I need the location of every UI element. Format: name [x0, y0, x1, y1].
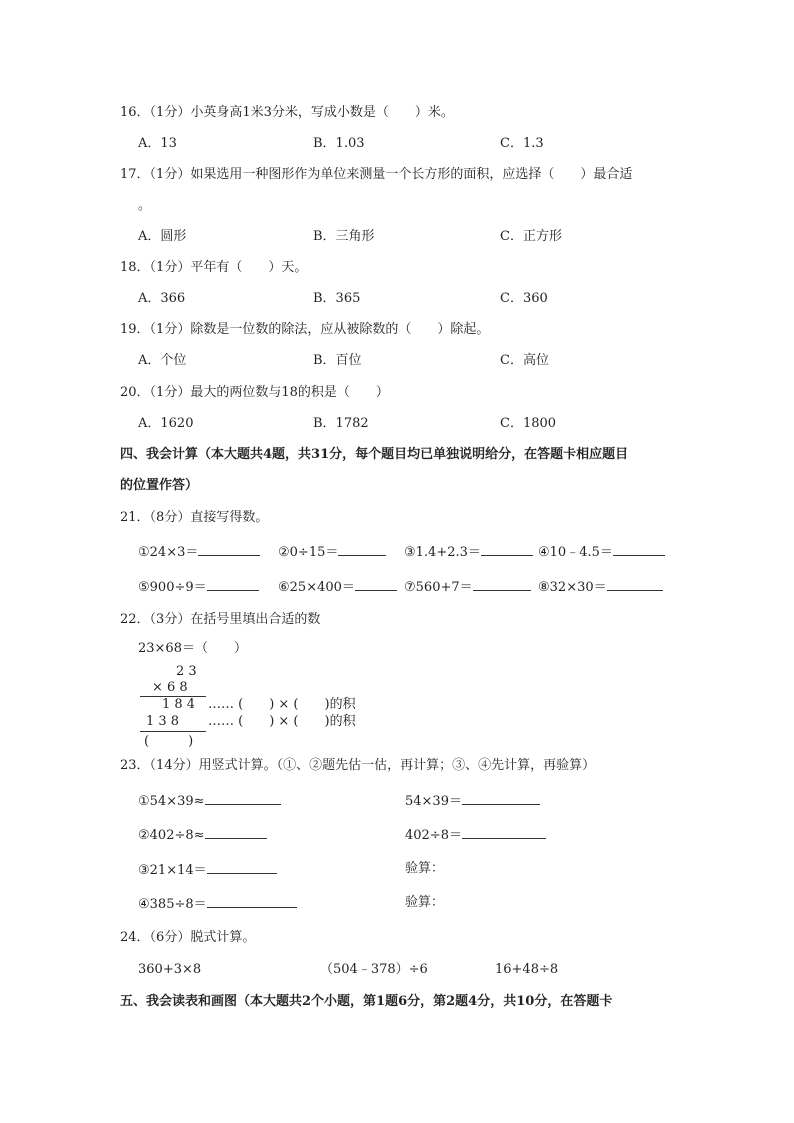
q18-option-a: A．366: [138, 291, 186, 306]
q21-item-4: ④10﹣4.5＝: [538, 543, 665, 561]
q22-multiplicand: 2 3: [176, 664, 197, 679]
q23-right-4: 验算：: [405, 895, 445, 910]
q21-item-1: ①24×3＝: [138, 543, 260, 561]
q17-option-c: C．正方形: [500, 229, 562, 244]
q24-item-1: 360+3×8: [138, 962, 202, 977]
question-19: 19．（1分）除数是一位数的除法，应从被除数的（ ）除起。: [120, 322, 490, 337]
question-20: 20．（1分）最大的两位数与18的积是（ ）: [120, 385, 389, 400]
q23-left-3: ③21×14＝: [138, 861, 277, 879]
question-17: 17．（1分）如果选用一种图形作为单位来测量一个长方形的面积，应选择（ ）最合适: [120, 167, 633, 182]
question-17-continuation: 。: [138, 198, 152, 213]
q17-option-a: A．圆形: [138, 229, 187, 244]
q21-item-5: ⑤900÷9＝: [138, 578, 259, 596]
q23-right-1: 54×39＝: [405, 792, 540, 810]
q16-option-a: A．13: [138, 136, 177, 151]
q16-option-b: B．1.03: [313, 136, 365, 151]
q23-left-4: ④385÷8＝: [138, 895, 297, 913]
q23-right-2: 402÷8＝: [405, 826, 546, 844]
q22-partial-1-note: …… ( ) × ( )的积: [208, 697, 356, 712]
q21-item-3: ③1.4+2.3＝: [404, 543, 533, 561]
q20-option-c: C．1800: [500, 416, 557, 431]
q16-option-c: C．1.3: [500, 136, 544, 151]
q22-multiplier: × 6 8: [152, 680, 188, 695]
q21-item-7: ⑦560+7＝: [404, 578, 531, 596]
section-4-heading-cont: 的位置作答）: [120, 478, 199, 493]
question-18: 18．（1分）平年有（ ）天。: [120, 260, 308, 275]
question-16: 16．（1分）小英身高1米3分米，写成小数是（ ）米。: [120, 105, 454, 120]
q17-option-b: B．三角形: [313, 229, 375, 244]
question-24: 24．（6分）脱式计算。: [120, 930, 256, 945]
q22-expression: 23×68＝（ ）: [138, 641, 247, 656]
q20-option-b: B．1782: [313, 416, 369, 431]
q22-result: ( ): [144, 734, 194, 749]
q21-item-2: ②0÷15＝: [278, 543, 386, 561]
q22-partial-1: 1 8 4: [162, 697, 196, 712]
q19-option-a: A．个位: [138, 353, 187, 368]
section-4-heading: 四、我会计算（本大题共4题，共31分，每个题目均已单独说明给分，在答题卡相应题目: [120, 447, 629, 462]
q18-option-c: C．360: [500, 291, 548, 306]
q24-item-2: （504﹣378）÷6: [320, 962, 428, 977]
q21-item-8: ⑧32×30＝: [538, 578, 663, 596]
q23-left-2: ②402÷8≈: [138, 826, 267, 844]
q18-option-b: B．365: [313, 291, 361, 306]
q23-right-3: 验算：: [405, 861, 445, 876]
section-5-heading: 五、我会读表和画图（本大题共2个小题，第1题6分，第2题4分，共10分，在答题卡: [120, 994, 613, 1009]
q24-item-3: 16+48÷8: [495, 962, 559, 977]
question-21: 21．（8分）直接写得数。: [120, 510, 269, 525]
question-23: 23．（14分）用竖式计算。（①、②题先估一估，再计算；③、④先计算，再验算）: [120, 758, 596, 773]
q21-item-6: ⑥25×400＝: [278, 578, 397, 596]
q20-option-a: A．1620: [138, 416, 194, 431]
q22-partial-2: 1 3 8: [146, 714, 180, 729]
q22-line-2: [140, 731, 206, 732]
q22-partial-2-note: …… ( ) × ( )的积: [208, 714, 356, 729]
question-22: 22．（3分）在括号里填出合适的数: [120, 612, 321, 627]
q19-option-b: B．百位: [313, 353, 362, 368]
q23-left-1: ①54×39≈: [138, 792, 281, 810]
q19-option-c: C．高位: [500, 353, 549, 368]
